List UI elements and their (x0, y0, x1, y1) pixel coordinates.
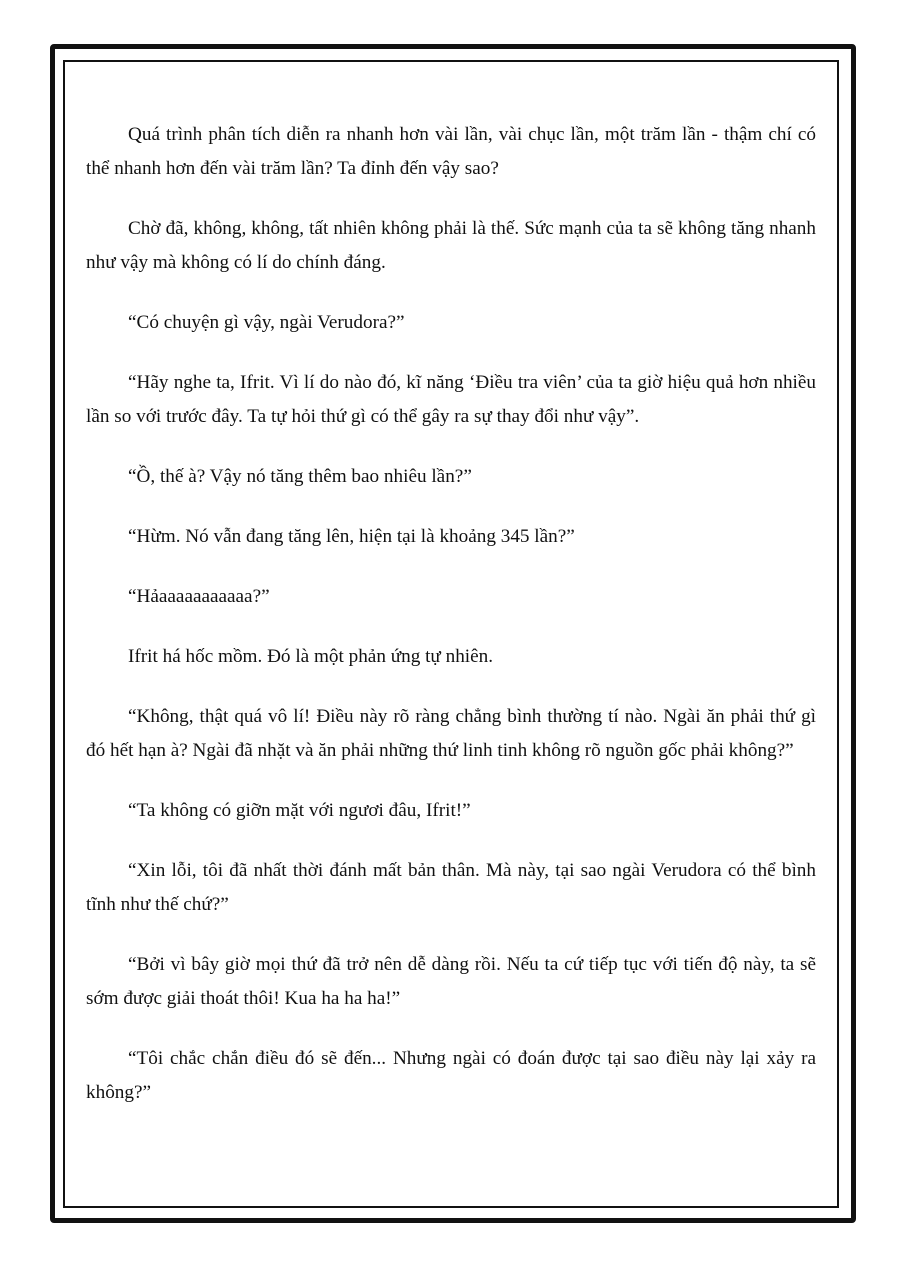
paragraph: Quá trình phân tích diễn ra nhanh hơn vài lần, vài chục lần, một trăm lần - thậm chí có thể nhanh hơn đến vài trăm lần? Ta đỉnh đến vậy sao? (86, 124, 816, 179)
paragraph: “Hãy nghe ta, Ifrit. Vì lí do nào đó, kĩ năng ‘Điều tra viên’ của ta giờ hiệu quả hơn nhiều lần so với trước đây. Ta tự hỏi thứ gì có thể gây ra sự thay đổi như vậy”. (86, 372, 816, 427)
paragraph: “Ta không có giỡn mặt với ngươi đâu, Ifrit!” (128, 800, 471, 821)
story-text (86, 118, 816, 1136)
paragraph: “Tôi chắc chắn điều đó sẽ đến... Nhưng ngài có đoán được tại sao điều này lại xảy ra không?” (86, 1048, 816, 1103)
paragraph: “Bởi vì bây giờ mọi thứ đã trở nên dễ dàng rồi. Nếu ta cứ tiếp tục với tiến độ này, ta sẽ sớm được giải thoát thôi! Kua ha ha ha!” (86, 954, 816, 1009)
paragraph: “Có chuyện gì vậy, ngài Verudora?” (128, 312, 405, 333)
paragraph: “Xin lỗi, tôi đã nhất thời đánh mất bản thân. Mà này, tại sao ngài Verudora có thể bình tĩnh như thế chứ?” (86, 860, 816, 915)
paragraph: “Không, thật quá vô lí! Điều này rõ ràng chẳng bình thường tí nào. Ngài ăn phải thứ gì đó hết hạn à? Ngài đã nhặt và ăn phải những thứ linh tinh không rõ nguồn gốc phải không?” (86, 706, 816, 761)
paragraph: Ifrit há hốc mồm. Đó là một phản ứng tự nhiên. (128, 646, 494, 667)
paragraph: “Ồ, thế à? Vậy nó tăng thêm bao nhiêu lần?” (128, 466, 472, 487)
paragraph: “Hảaaaaaaaaaaa?” (128, 586, 270, 607)
paragraph: “Hừm. Nó vẫn đang tăng lên, hiện tại là khoảng 345 lần?” (128, 526, 575, 547)
paragraph: Chờ đã, không, không, tất nhiên không phải là thế. Sức mạnh của ta sẽ không tăng nhanh như vậy mà không có lí do chính đáng. (86, 218, 816, 273)
